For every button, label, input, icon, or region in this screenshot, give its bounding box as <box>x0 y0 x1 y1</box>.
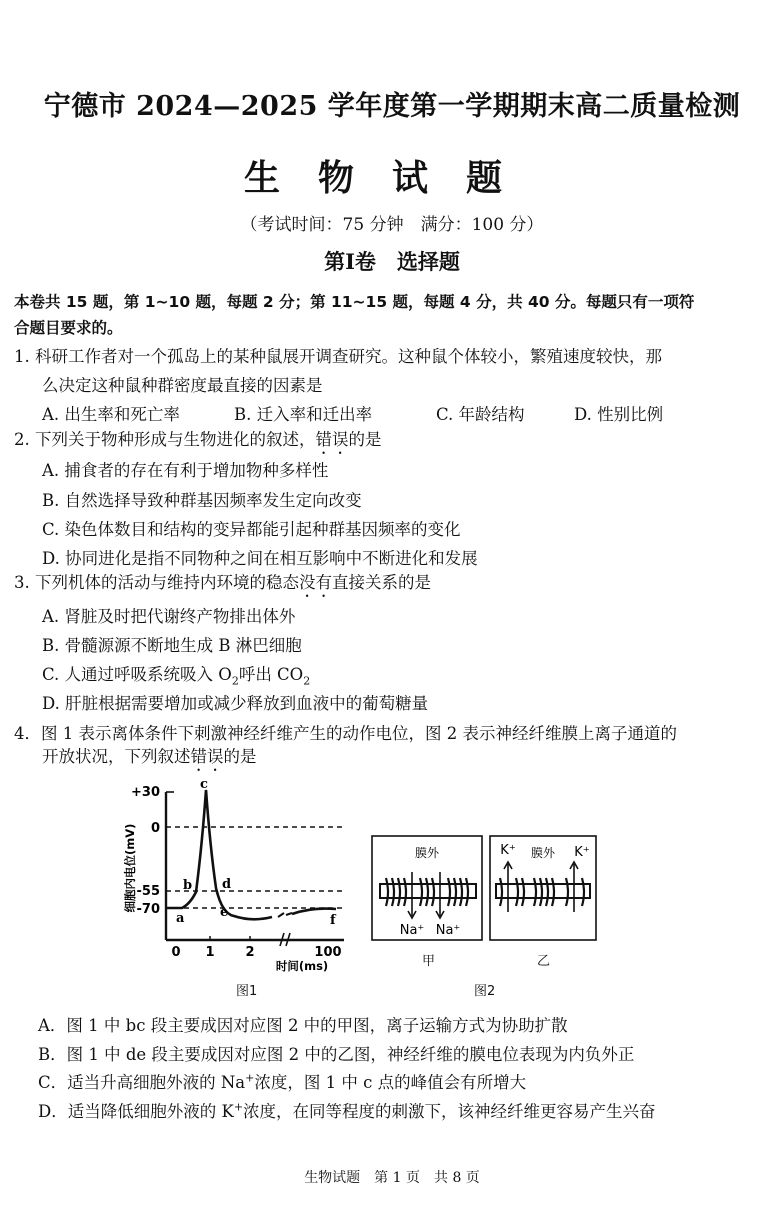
figure-1-x-tick-label: 1 <box>205 945 215 960</box>
figure-2-yi-outside-label: 膜外 <box>530 846 556 860</box>
figure-1-y-axis-label: 细胞内电位(mV) <box>123 823 137 913</box>
q4-stem-line-1: 4．图 1 表示离体条件下刺激神经纤维产生的动作电位，图 2 表示神经纤维膜上离子通道的 <box>14 724 677 743</box>
q3-option-c-sub1: 2 <box>231 674 239 688</box>
subject-title: 生物试题 <box>243 157 540 199</box>
figure-1-x-tick-label: 100 <box>314 945 342 960</box>
q4-option-c <box>38 1069 526 1093</box>
q4-stem-post: 的是 <box>223 747 257 766</box>
q4-option-d-post: 浓度，在同等程度的刺激下，该神经纤维更容易产生兴奋 <box>243 1102 656 1121</box>
figure-1-point-label-c: c <box>200 777 208 792</box>
figure-1-action-potential-graph <box>112 776 358 976</box>
q3-option-c <box>42 661 310 687</box>
figure-2-yi-ion-label-1: K⁺ <box>500 843 516 858</box>
figure-1-y-tick-label: -70 <box>136 902 160 917</box>
q4-stem-emphasis: 错误 <box>190 747 224 766</box>
figure-2-jia-ion-label-1: Na⁺ <box>399 923 425 938</box>
exam-title: 宁德市 2024—2025 学年度第一学期期末高二质量检测 <box>43 91 741 122</box>
figure-1-x-tick-label: 0 <box>171 945 181 960</box>
figure-1-caption: 图1 <box>236 984 258 999</box>
q2-stem <box>14 426 382 458</box>
q2-option-b: B. 自然选择导致种群基因频率发生定向改变 <box>42 491 362 510</box>
q2-option-a: A. 捕食者的存在有利于增加物种多样性 <box>42 461 329 480</box>
q1-option-b: B. 迁入率和迁出率 <box>234 405 373 424</box>
figure-2-caption: 图2 <box>474 984 496 999</box>
figure-1-y-tick-label: -55 <box>136 884 160 899</box>
figure-1-potential-curve <box>166 790 336 919</box>
q1-option-d: D. 性别比例 <box>574 405 664 424</box>
q3-stem <box>14 569 431 601</box>
q4-option-c-post: 浓度，图 1 中 c 点的峰值会有所增大 <box>254 1073 527 1092</box>
q1-option-c: C. 年龄结构 <box>436 405 525 424</box>
q3-option-d: D. 肝脏根据需要增加或减少释放到血液中的葡萄糖量 <box>42 694 429 713</box>
figure-2-ion-channels <box>368 832 600 942</box>
q1-stem-line-2: 么决定这种鼠种群密度最直接的因素是 <box>42 376 323 395</box>
q3-stem-emphasis: 没有 <box>299 573 332 592</box>
page-footer: 生物试题 第 1 页 共 8 页 <box>304 1170 480 1186</box>
q4-option-b: B．图 1 中 de 段主要成因对应图 2 中的乙图，神经纤维的膜电位表现为内负外正 <box>38 1045 635 1064</box>
q2-stem-pre: 2. 下列关于物种形成与生物进化的叙述， <box>14 430 316 449</box>
q4-stem-line-2 <box>42 743 257 775</box>
figure-1-curve-break <box>278 913 292 917</box>
q4-option-d-pre: D．适当降低细胞外液的 K <box>38 1102 234 1121</box>
figure-1-point-label-e: e <box>220 905 229 920</box>
q3-option-c-pre: C. 人通过呼吸系统吸入 O <box>42 665 232 684</box>
q1-stem-line-1: 1. 科研工作者对一个孤岛上的某种鼠展开调查研究。这种鼠个体较小，繁殖速度较快，那 <box>14 347 662 366</box>
figure-1-point-label-a: a <box>176 911 185 926</box>
q4-option-d-sup: + <box>233 1100 244 1114</box>
q4-option-c-pre: C．适当升高细胞外液的 Na <box>38 1073 246 1092</box>
q1-option-a: A. 出生率和死亡率 <box>42 405 180 424</box>
q3-option-c-sub2: 2 <box>303 674 311 688</box>
figure-1-x-tick-label: 2 <box>245 945 255 960</box>
section-title: 第Ⅰ卷 选择题 <box>324 249 460 274</box>
q3-option-a: A. 肾脏及时把代谢终产物排出体外 <box>42 607 296 626</box>
q4-option-c-sup: + <box>245 1071 255 1085</box>
figure-1-y-tick-label: 0 <box>150 821 160 836</box>
figure-1-point-label-b: b <box>183 878 193 893</box>
q3-stem-post: 直接关系的是 <box>332 573 431 592</box>
figure-1-x-axis-label: 时间(ms) <box>275 959 329 973</box>
q4-option-a: A．图 1 中 bc 段主要成因对应图 2 中的甲图，离子运输方式为协助扩散 <box>38 1016 568 1035</box>
q2-option-d: D. 协同进化是指不同物种之间在相互影响中不断进化和发展 <box>42 549 478 568</box>
q3-option-b: B. 骨髓源源不断地生成 B 淋巴细胞 <box>42 636 302 655</box>
q4-option-d <box>38 1098 656 1122</box>
figure-1-y-tick-label: +30 <box>131 785 160 800</box>
figure-2-jia-ion-label-2: Na⁺ <box>435 923 461 938</box>
figure-2-label-yi: 乙 <box>537 954 551 969</box>
q3-stem-pre: 3. 下列机体的活动与维持内环境的稳态 <box>14 573 299 592</box>
figure-1-point-label-d: d <box>222 877 232 892</box>
q3-option-c-mid: 呼出 CO <box>238 665 304 684</box>
q2-stem-post: 的是 <box>348 430 382 449</box>
figure-2-jia-outside-label: 膜外 <box>414 846 440 860</box>
figure-2-label-jia: 甲 <box>422 954 436 969</box>
instructions-line-2: 合题目要求的。 <box>14 319 123 337</box>
q4-stem-pre: 开放状况，下列叙述 <box>42 747 191 766</box>
q2-option-c: C. 染色体数目和结构的变异都能引起种群基因频率的变化 <box>42 520 461 539</box>
figure-1-point-label-f: f <box>330 913 336 928</box>
instructions-line-1: 本卷共 15 题，第 1~10 题，每题 2 分；第 11~15 题，每题 4 分，共 40 分。每题只有一项符 <box>14 293 695 311</box>
q2-stem-emphasis: 错误 <box>315 430 349 449</box>
figure-2-yi-ion-label-2: K⁺ <box>574 845 590 860</box>
exam-time-info: （考试时间：75 分钟 满分：100 分） <box>240 215 544 235</box>
